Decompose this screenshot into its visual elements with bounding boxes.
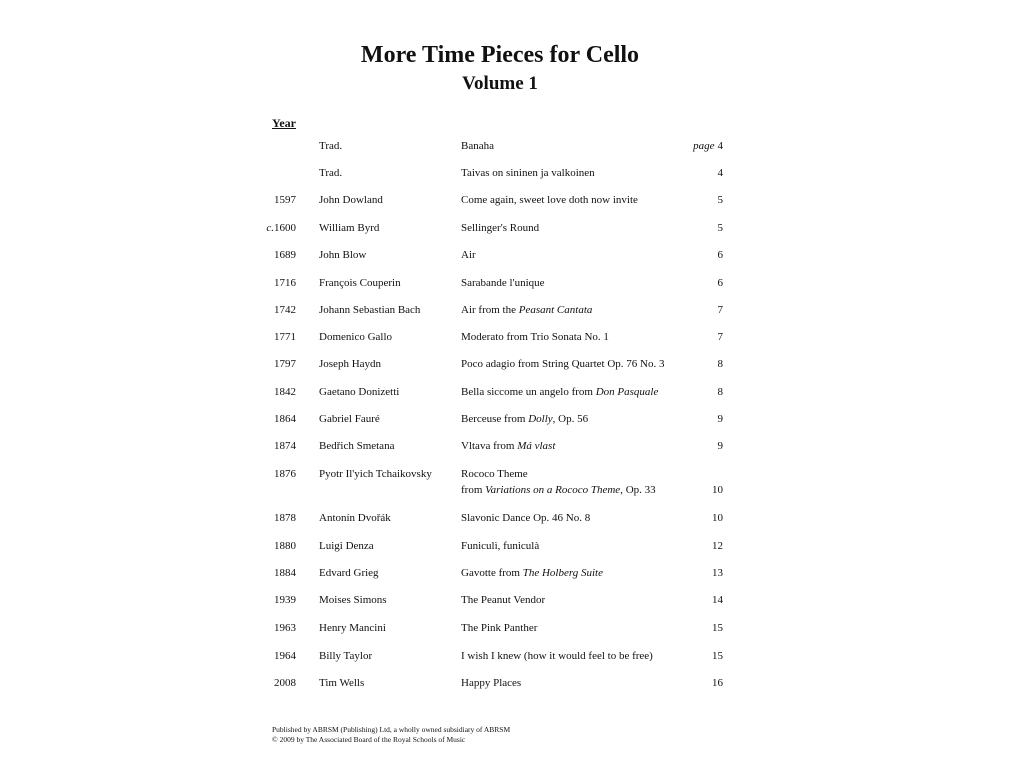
piece-title-part: Moderato from Trio Sonata No. 1 <box>461 331 609 343</box>
year-value: 1842 <box>274 386 296 398</box>
piece-title-part: from <box>461 484 486 496</box>
composer-cell: John Dowland <box>319 194 383 206</box>
piece-cell <box>461 222 539 234</box>
piece-title-part: Air from the <box>461 304 519 316</box>
page-number: 5 <box>717 222 723 234</box>
page-number: 4 <box>717 167 723 179</box>
year-cell <box>230 677 296 689</box>
page-number: 8 <box>717 358 723 370</box>
page-number-cell <box>660 677 723 689</box>
composer-cell: Antonín Dvořák <box>319 512 391 524</box>
piece-title-part: Rococo Theme <box>461 468 528 480</box>
composer-cell: Henry Mancini <box>319 622 386 634</box>
piece-title-part: Slavonic Dance Op. 46 No. 8 <box>461 512 591 524</box>
piece-cell <box>461 468 528 480</box>
year-value: 1963 <box>274 622 296 634</box>
year-cell <box>230 331 296 343</box>
year-value: 1880 <box>274 540 296 552</box>
composer-cell: Luigi Denza <box>319 540 374 552</box>
page-number: 6 <box>717 249 723 261</box>
year-cell <box>230 567 296 579</box>
page-number: 12 <box>712 540 723 552</box>
year-cell <box>230 650 296 662</box>
publisher-line: Published by ABRSM (Publishing) Ltd, a wholly owned subsidiary of ABRSM <box>272 725 511 734</box>
composer-cell: Trad. <box>319 140 343 152</box>
piece-cell <box>461 304 592 316</box>
page-number-cell <box>660 331 723 343</box>
year-value: 1876 <box>274 468 296 480</box>
piece-cell <box>461 594 545 606</box>
page-number: 7 <box>717 304 723 316</box>
piece-cell <box>461 650 653 662</box>
page-number: 10 <box>712 484 723 496</box>
piece-title-part: Banaha <box>461 140 494 152</box>
year-cell <box>230 622 296 634</box>
year-value: 1964 <box>274 650 296 662</box>
page-number-cell <box>660 512 723 524</box>
composer-cell: Joseph Haydn <box>319 358 382 370</box>
year-cell <box>230 249 296 261</box>
piece-cell <box>461 622 537 634</box>
year-cell <box>230 413 296 425</box>
composer-cell: William Byrd <box>319 222 380 234</box>
piece-title-part: Poco adagio from String Quartet Op. 76 No. 3 <box>461 358 665 370</box>
copyright-line: © 2009 by The Associated Board of the Royal Schools of Music <box>272 735 466 744</box>
page-number-cell <box>660 484 723 496</box>
piece-title-part: , Op. 56 <box>552 413 589 425</box>
year-cell <box>230 222 296 234</box>
page-number: 4 <box>717 140 723 152</box>
piece-title-part: Air <box>461 249 476 261</box>
year-value: 1939 <box>274 594 296 606</box>
piece-title-part: Gavotte from <box>461 567 523 579</box>
piece-cell <box>461 512 590 524</box>
page-number-cell <box>660 622 723 634</box>
page-number-cell <box>660 540 723 552</box>
piece-title-part: Dolly <box>528 413 553 425</box>
page-number-cell <box>660 194 723 206</box>
page-number: 8 <box>717 386 723 398</box>
year-cell <box>230 440 296 452</box>
page-number-cell <box>660 222 723 234</box>
page-number-cell <box>660 413 723 425</box>
piece-cell <box>461 677 521 689</box>
piece-cell <box>461 194 638 206</box>
piece-cell <box>461 331 609 343</box>
year-value: 1884 <box>274 567 296 579</box>
page-number: 16 <box>712 677 723 689</box>
year-value: 1771 <box>274 331 296 343</box>
year-cell <box>230 194 296 206</box>
piece-cell <box>461 249 476 261</box>
piece-title-part: The Pink Panther <box>461 622 538 634</box>
composer-cell: John Blow <box>319 249 367 261</box>
page-number: 9 <box>717 440 723 452</box>
composer-cell: Domenico Gallo <box>319 331 393 343</box>
page-number-cell <box>660 386 723 398</box>
composer-cell: Gaetano Donizetti <box>319 386 400 398</box>
piece-title-part: The Peanut Vendor <box>461 594 546 606</box>
piece-title-part: Happy Places <box>461 677 522 689</box>
page-number-cell <box>660 650 723 662</box>
piece-title-part: Variations on a Rococo Theme <box>485 484 621 496</box>
piece-cell <box>461 140 494 152</box>
piece-title-part: Peasant Cantata <box>518 304 593 316</box>
year-cell <box>230 277 296 289</box>
page-number: 7 <box>717 331 723 343</box>
page-number-cell <box>660 358 723 370</box>
piece-cell <box>461 413 588 425</box>
composer-cell: Edvard Grieg <box>319 567 379 579</box>
piece-title-part: Funiculì, funiculà <box>461 540 540 552</box>
piece-cell-continued <box>461 484 656 496</box>
page-number-cell <box>660 167 723 179</box>
piece-cell <box>461 277 545 289</box>
composer-cell: Bedřich Smetana <box>319 440 395 452</box>
composer-cell: François Couperin <box>319 277 401 289</box>
piece-cell <box>461 358 664 370</box>
page-number-cell <box>660 277 723 289</box>
piece-title-part: I wish I knew (how it would feel to be free) <box>461 650 653 662</box>
page-number: 14 <box>712 594 723 606</box>
composer-cell: Tim Wells <box>319 677 365 689</box>
page-number: 9 <box>717 413 723 425</box>
page-title: More Time Pieces for Cello <box>360 42 640 68</box>
year-value: 1742 <box>274 304 296 316</box>
piece-cell <box>461 567 603 579</box>
page-number-cell <box>660 567 723 579</box>
piece-cell <box>461 540 539 552</box>
year-value: 1878 <box>274 512 296 524</box>
piece-title-part: Sarabande l'unique <box>461 277 545 289</box>
page-number: 10 <box>712 512 723 524</box>
page-number: 15 <box>712 650 723 662</box>
year-column-header: Year <box>272 116 296 130</box>
page-number: 13 <box>712 567 723 579</box>
year-value: 1864 <box>274 413 296 425</box>
year-cell <box>230 386 296 398</box>
year-value: 1874 <box>274 440 296 452</box>
composer-cell: Trad. <box>319 167 343 179</box>
composer-cell: Pyotr Il'yich Tchaikovsky <box>319 468 432 480</box>
year-cell <box>230 512 296 524</box>
piece-title-part: Taivas on sininen ja valkoinen <box>461 167 595 179</box>
page-number: 5 <box>717 194 723 206</box>
page-number: 6 <box>717 277 723 289</box>
publisher-footer <box>272 725 510 745</box>
year-value: 1716 <box>274 277 296 289</box>
page-number-cell <box>660 594 723 606</box>
year-cell <box>230 540 296 552</box>
page-label: page <box>693 140 715 152</box>
page-number-cell <box>660 440 723 452</box>
piece-cell <box>461 167 595 179</box>
circa-prefix: c. <box>266 222 274 234</box>
year-value: 1689 <box>274 249 296 261</box>
composer-cell: Gabriel Fauré <box>319 413 380 425</box>
year-cell <box>230 468 296 480</box>
piece-title-part: Come again, sweet love doth now invite <box>461 194 638 206</box>
piece-title-part: , Op. 33 <box>620 484 656 496</box>
piece-title-part: The Holberg Suite <box>522 567 603 579</box>
piece-title-part: Sellinger's Round <box>461 222 540 234</box>
page-number-cell <box>660 304 723 316</box>
year-value: 1797 <box>274 358 296 370</box>
composer-cell: Billy Taylor <box>319 650 373 662</box>
piece-title-part: Don Pasquale <box>595 386 659 398</box>
volume-subtitle: Volume 1 <box>462 73 538 94</box>
piece-cell <box>461 386 658 398</box>
year-value: 1600 <box>274 222 296 234</box>
piece-cell <box>461 440 555 452</box>
page-number-cell <box>660 249 723 261</box>
year-value: 2008 <box>274 677 296 689</box>
year-cell <box>230 358 296 370</box>
composer-cell: Johann Sebastian Bach <box>319 304 421 316</box>
page-number: 15 <box>712 622 723 634</box>
piece-title-part: Bella siccome un angelo from <box>461 386 596 398</box>
piece-title-part: Má vlast <box>517 440 556 452</box>
piece-title-part: Berceuse from <box>461 413 529 425</box>
year-cell <box>230 304 296 316</box>
composer-cell: Moises Simons <box>319 594 387 606</box>
year-value: 1597 <box>274 194 296 206</box>
year-cell <box>230 594 296 606</box>
piece-title-part: Vltava from <box>461 440 518 452</box>
page-number-cell <box>660 140 723 152</box>
